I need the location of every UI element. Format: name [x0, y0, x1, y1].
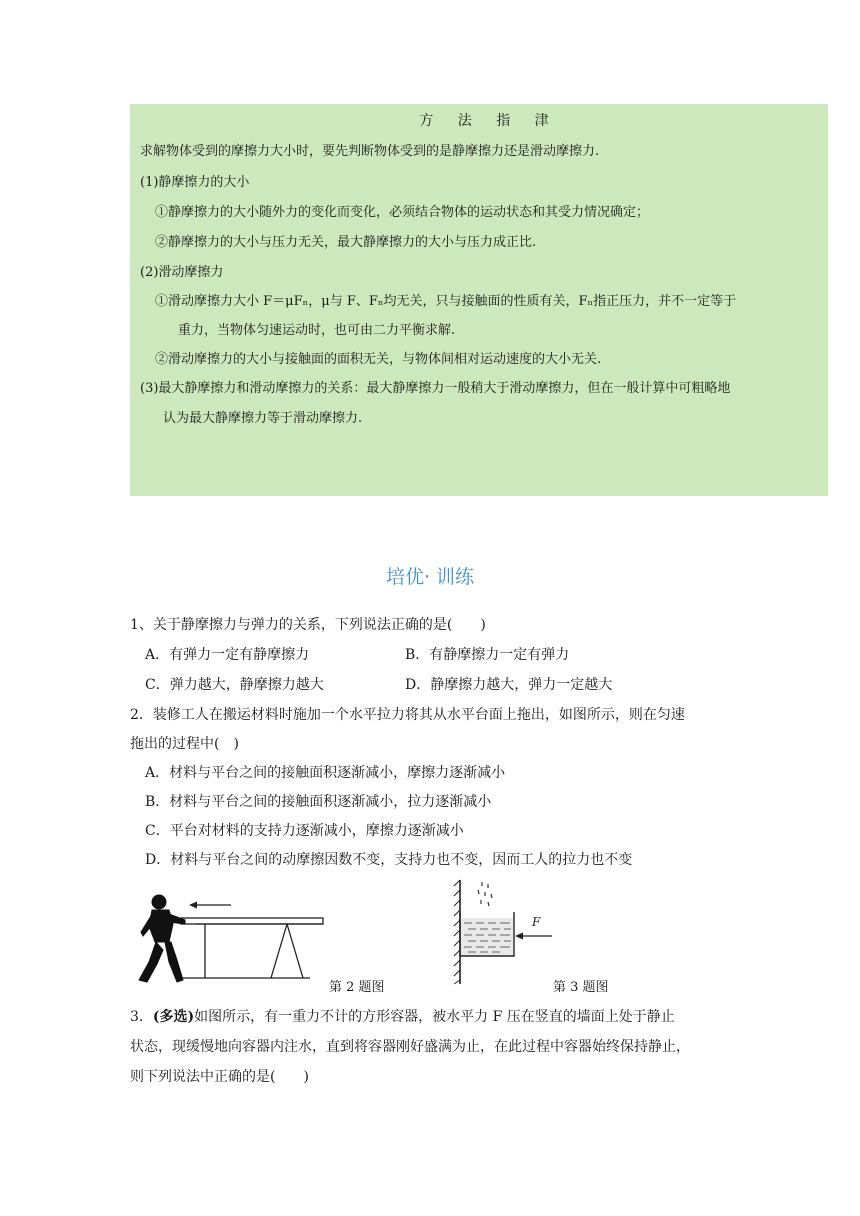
force-arrow: [515, 933, 552, 940]
q3-stem-line2: 状态，现缓慢地向容器内注水，直到将容器刚好盛满为止，在此过程中容器始终保持静止，: [130, 1039, 690, 1055]
q1-option-b: B．有静摩擦力一定有弹力: [405, 647, 570, 663]
water-drops: [478, 882, 492, 906]
material-plank: [181, 918, 323, 924]
method-line-static-1: ①静摩擦力的大小随外力的变化而变化，必须结合物体的运动状态和其受力情况确定；: [155, 205, 650, 220]
q1-option-c: C．弹力越大，静摩擦力越大: [145, 677, 324, 693]
method-line-sliding-2: ②滑动摩擦力的大小与接触面的面积无关，与物体间相对运动速度的大小无关.: [155, 352, 602, 367]
pull-direction-arrow: [189, 902, 231, 909]
q2-option-a: A．材料与平台之间的接触面积逐渐减小，摩擦力逐渐减小: [145, 765, 506, 781]
figure-2-diagram: [125, 880, 335, 990]
method-line-intro: 求解物体受到的摩擦力大小时，要先判断物体受到的是静摩擦力还是滑动摩擦力.: [140, 144, 600, 159]
q2-option-d: D．材料与平台之间的动摩擦因数不变，支持力也不变，因而工人的拉力也不变: [145, 852, 633, 868]
method-line-sliding-1: ①滑动摩擦力大小 F＝μFₙ，μ与 F、Fₙ均无关，只与接触面的性质有关，Fₙ指正压力，并不一定等于: [155, 294, 737, 309]
wall: [454, 880, 460, 984]
method-guide-title: 方 法 指 津: [419, 113, 559, 129]
force-label: F: [532, 915, 541, 929]
q3-number: 3．: [130, 1009, 153, 1025]
q2-option-c: C．平台对材料的支持力逐渐减小，摩擦力逐渐减小: [145, 823, 464, 839]
worker-figure: [139, 895, 185, 982]
q2-stem-line2: 拖出的过程中( ): [130, 736, 239, 752]
q1-stem: 1、关于静摩擦力与弹力的关系，下列说法正确的是( ): [130, 617, 486, 633]
q2-option-b: B．材料与平台之间的接触面积逐渐减小，拉力逐渐减小: [145, 794, 492, 810]
section-heading: 培优· 训练: [385, 566, 475, 588]
method-line-static-2: ②静摩擦力的大小与压力无关，最大静摩擦力的大小与压力成正比.: [155, 235, 537, 250]
method-line-static-heading: (1)静摩擦力的大小: [140, 175, 250, 190]
figure-3-caption: 第 3 题图: [553, 980, 609, 995]
q3-stem-line3: 则下列说法中正确的是( ): [130, 1069, 309, 1085]
q1-option-a: A．有弹力一定有静摩擦力: [145, 647, 310, 663]
q1-option-d: D．静摩擦力越大，弹力一定越大: [405, 677, 613, 693]
q3-multi-tag: (多选): [152, 1009, 195, 1025]
method-line-sliding-heading: (2)滑动摩擦力: [140, 265, 224, 280]
table-leg-right-a: [271, 924, 287, 978]
method-line-max-static-cont: 认为最大静摩擦力等于滑动摩擦力.: [163, 411, 363, 426]
q2-stem-line1: 2．装修工人在搬运材料时施加一个水平拉力将其从水平台面上拖出，如图所示，则在匀速: [130, 707, 685, 723]
q3-stem-line1: [130, 1006, 675, 1026]
figure-3-diagram: [448, 876, 560, 986]
q3-stem-line1-text: 如图所示，有一重力不计的方形容器，被水平力 F 压在竖直的墙面上处于静止: [194, 1009, 675, 1025]
container: [460, 912, 514, 956]
figure-2-caption: 第 2 题图: [329, 980, 385, 995]
table-leg-right-b: [287, 924, 303, 978]
method-line-max-static: (3)最大静摩擦力和滑动摩擦力的关系：最大静摩擦力一般稍大于滑动摩擦力，但在一般计算中可粗略地: [140, 381, 731, 396]
method-line-sliding-1-cont: 重力，当物体匀速运动时，也可由二力平衡求解.: [178, 323, 456, 338]
